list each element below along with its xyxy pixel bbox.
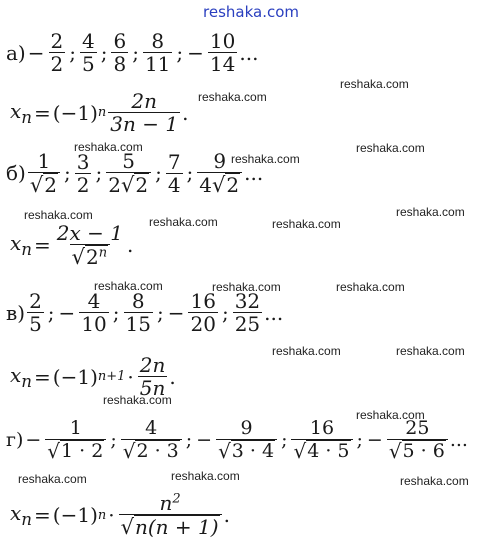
fraction: $\frac{2}{2}$ xyxy=(50,29,64,76)
watermark: reshaka.com xyxy=(336,280,405,294)
part-a-formula: $x_n$ = (−1) n $\frac{2n}{3n - 1}$ . xyxy=(10,89,189,136)
part-v-formula: $x_n$ = (−1) n+1 · $\frac{2n}{5n}$ . xyxy=(10,353,176,400)
fraction: $\frac{4}{10}$ xyxy=(81,289,107,336)
fraction: $\frac{7}{4}$ xyxy=(167,149,181,197)
watermark: reshaka.com xyxy=(149,215,218,229)
part-g-sequence: г) − 1 √ 1 · 2 ; 4 √ 2 · 3 ; − 9 √ 3 · 4 ; 16 √ 4 · 5 ; − 25 √ 5 · 6 ... xyxy=(6,417,468,463)
fraction: 9 4 √ 2 xyxy=(197,150,242,196)
watermark: reshaka.com xyxy=(94,279,163,293)
watermark: reshaka.com xyxy=(231,152,300,166)
part-b-formula: $x_n$ = 2x − 1 √ 2$^n$ . xyxy=(10,221,134,269)
watermark: reshaka.com xyxy=(212,280,281,294)
watermark: reshaka.com xyxy=(400,474,469,488)
fraction: $\frac{6}{8}$ xyxy=(113,29,127,76)
fraction: $\frac{10}{14}$ xyxy=(209,29,236,76)
fraction: 1 √ 2 xyxy=(28,150,60,196)
part-b-label: б) xyxy=(6,161,26,185)
fraction: $\frac{2n}{3n - 1}$ xyxy=(110,89,179,136)
watermark: reshaka.com xyxy=(396,344,465,358)
ellipsis: ... xyxy=(264,300,284,325)
part-b-sequence: б) 1 √ 2 ; $\frac{3}{2}$ ; 5 2 √ 2 ; $\frac{7}{4}$ ; 9 4 √ 2 ... xyxy=(6,149,264,197)
watermark: reshaka.com xyxy=(356,141,425,155)
fraction: $\frac{4}{5}$ xyxy=(81,29,95,76)
fraction: $\frac{2}{5}$ xyxy=(29,289,42,336)
fraction: $\frac{16}{20}$ xyxy=(190,289,216,336)
watermark: reshaka.com xyxy=(74,140,143,154)
watermark: reshaka.com xyxy=(24,208,93,222)
part-v-sequence: в) $\frac{2}{5}$ ; − $\frac{4}{10}$ ; $\frac{8}{15}$ ; − $\frac{16}{20}$ ; $\frac{32}{25}$ ... xyxy=(6,289,284,336)
ellipsis: ... xyxy=(244,161,264,185)
fraction: $\frac{8}{11}$ xyxy=(144,29,171,76)
part-a-label: а) xyxy=(6,40,26,65)
watermark: reshaka.com xyxy=(272,217,341,231)
fraction: 1 √ 1 · 2 xyxy=(45,418,106,463)
part-g-formula: $x_n$ = (−1) n · $n^2$ √ n(n + 1) . xyxy=(10,491,230,539)
fraction: $\frac{2n}{5n}$ xyxy=(139,353,166,400)
fraction: 4 √ 2 · 3 xyxy=(121,418,182,463)
fraction: 25 √ 5 · 6 xyxy=(387,418,448,463)
watermark: reshaka.com xyxy=(171,469,240,483)
watermark: reshaka.com xyxy=(103,393,172,407)
watermark: reshaka.com xyxy=(18,472,87,486)
fraction: $\frac{8}{15}$ xyxy=(125,289,151,336)
watermark: reshaka.com xyxy=(356,408,425,422)
site-title: reshaka.com xyxy=(203,3,299,21)
fraction: 9 √ 3 · 4 xyxy=(216,418,277,463)
fraction: 16 √ 4 · 5 xyxy=(291,418,352,463)
fraction: 5 2 √ 2 xyxy=(106,150,151,196)
ellipsis: ... xyxy=(239,40,259,65)
watermark: reshaka.com xyxy=(198,90,267,104)
watermark: reshaka.com xyxy=(396,205,465,219)
part-a-sequence: а) − $\frac{2}{2}$ ; $\frac{4}{5}$ ; $\frac{6}{8}$ ; $\frac{8}{11}$ ; − $\frac{10}{14}$ ... xyxy=(6,29,259,76)
part-v-label: в) xyxy=(6,300,26,325)
watermark: reshaka.com xyxy=(340,77,409,91)
fraction: $n^2$ √ n(n + 1) xyxy=(119,492,222,538)
part-g-label: г) xyxy=(6,429,24,452)
fraction: 2x − 1 √ 2$^n$ xyxy=(56,221,123,269)
fraction: $\frac{32}{25}$ xyxy=(234,289,261,336)
ellipsis: ... xyxy=(449,429,468,452)
fraction: $\frac{3}{2}$ xyxy=(76,149,90,197)
watermark: reshaka.com xyxy=(272,344,341,358)
